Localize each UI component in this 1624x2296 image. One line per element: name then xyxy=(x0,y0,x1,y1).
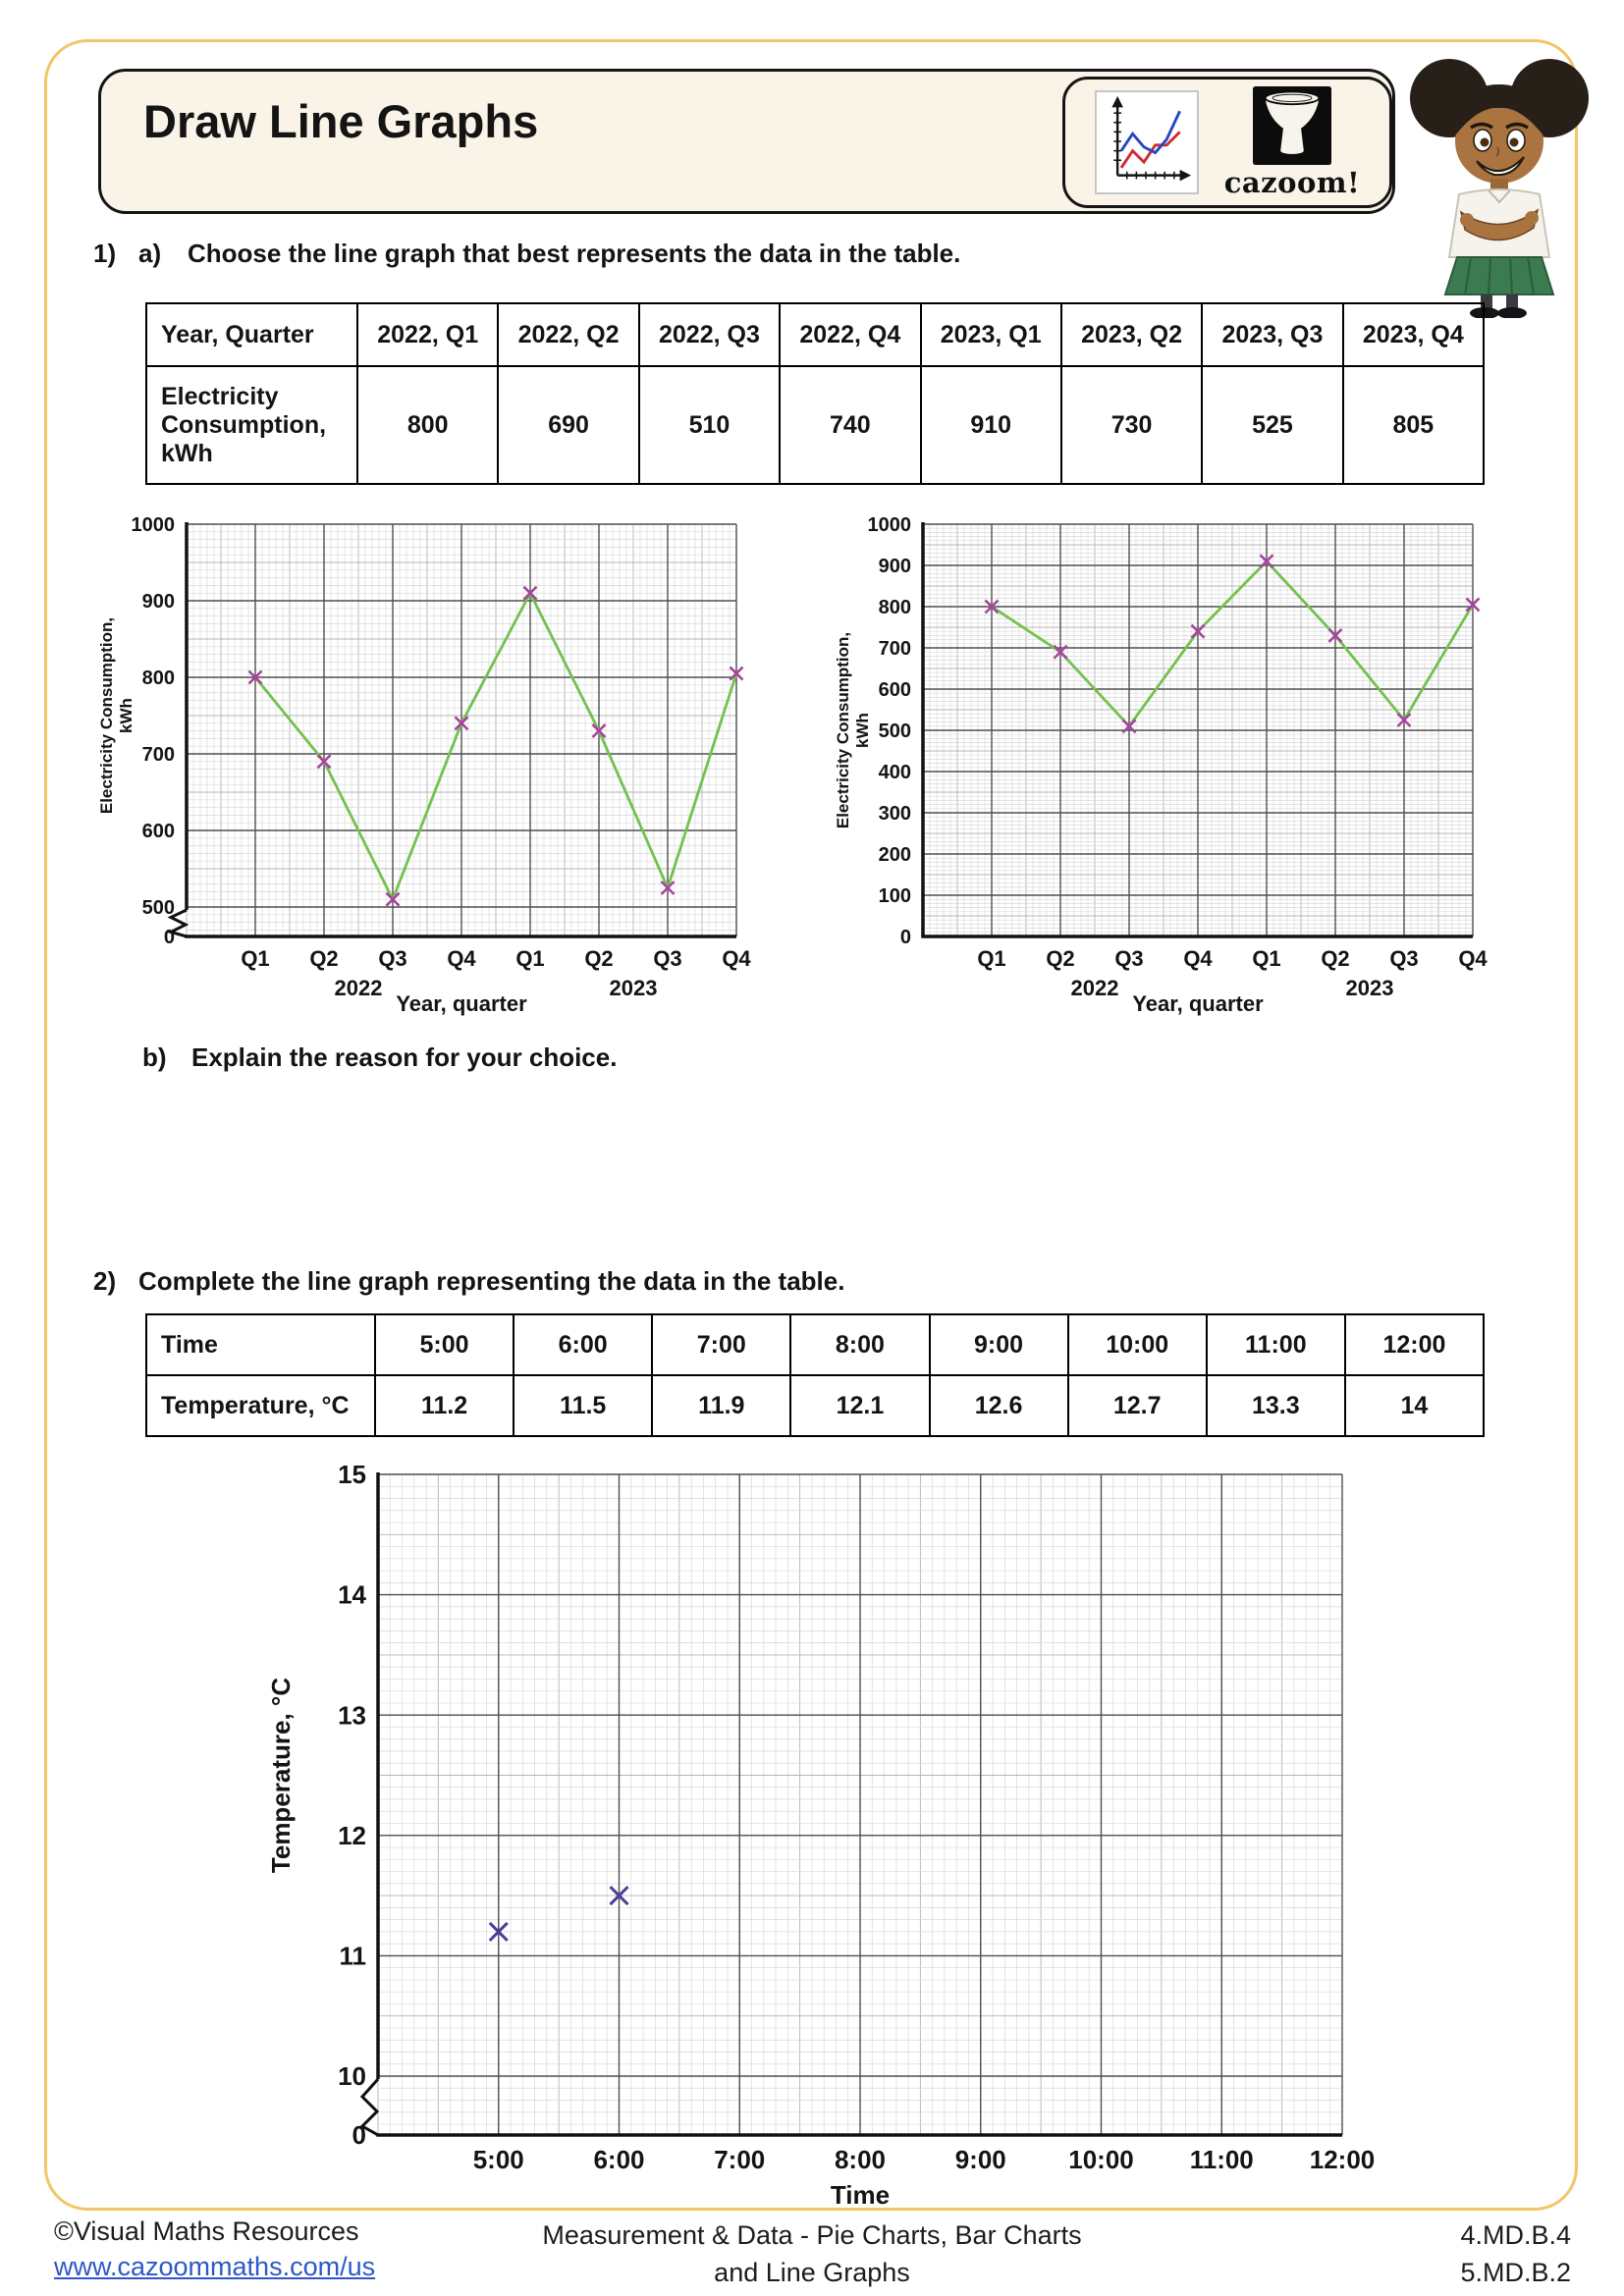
question-1b xyxy=(142,1042,617,1073)
table-row xyxy=(146,1375,1484,1436)
x-tick-label: Q4 xyxy=(447,946,476,971)
table-row xyxy=(146,1314,1484,1375)
cazoom-logo-text: cazoom! xyxy=(1223,165,1361,199)
y-tick-label: 700 xyxy=(878,638,911,660)
table-cell: 740 xyxy=(780,366,920,484)
x-tick-label: Q3 xyxy=(653,946,682,971)
table-cell: 910 xyxy=(921,366,1061,484)
page-title: Draw Line Graphs xyxy=(143,95,539,147)
year-label: 2022 xyxy=(1070,976,1119,1000)
line-graph-icon xyxy=(1095,90,1199,194)
origin-label: 0 xyxy=(352,2120,366,2151)
icon-blue-line xyxy=(1121,111,1180,152)
footer-copyright: ©Visual Maths Resources xyxy=(54,2216,359,2246)
table-row-label: Temperature, °C xyxy=(146,1375,375,1436)
shoe-right xyxy=(1497,307,1527,318)
x-tick-label: 5:00 xyxy=(472,2145,524,2174)
origin-label: 0 xyxy=(899,927,911,948)
y-tick-label: 12 xyxy=(338,1820,366,1850)
x-tick-label: Q3 xyxy=(378,946,407,971)
table-row xyxy=(146,366,1484,484)
table-cell: 800 xyxy=(357,366,498,484)
question-1a-letter: a) xyxy=(138,239,162,268)
x-tick-label: Q1 xyxy=(977,946,1006,971)
table-cell: 12:00 xyxy=(1345,1314,1484,1375)
question-2 xyxy=(93,1266,844,1297)
table-cell: 2022, Q2 xyxy=(498,303,638,366)
y-tick-label: 400 xyxy=(878,762,911,783)
y-tick-label: 700 xyxy=(141,744,175,766)
table-cell: 525 xyxy=(1202,366,1342,484)
table-cell: 11:00 xyxy=(1207,1314,1345,1375)
table-cell: 2022, Q3 xyxy=(639,303,780,366)
x-tick-label: Q2 xyxy=(1046,946,1075,971)
table-cell: 12.7 xyxy=(1068,1375,1207,1436)
x-tick-label: Q1 xyxy=(1252,946,1281,971)
x-axis-title: Time xyxy=(830,2180,891,2210)
table-cell: 2022, Q1 xyxy=(357,303,498,366)
table-cell: 2023, Q3 xyxy=(1202,303,1342,366)
chart-broken-axis xyxy=(90,512,783,1025)
table-cell: 13.3 xyxy=(1207,1375,1345,1436)
table-cell: 510 xyxy=(639,366,780,484)
x-tick-label: Q1 xyxy=(241,946,270,971)
x-axis-title: Year, quarter xyxy=(396,991,527,1016)
table-header-label: Year, Quarter xyxy=(146,303,357,366)
footer-website-link[interactable]: www.cazoommaths.com/us xyxy=(54,2252,376,2281)
table-cell: 8:00 xyxy=(790,1314,929,1375)
icon-arrow-up xyxy=(1111,96,1123,108)
year-label: 2023 xyxy=(1345,976,1394,1000)
x-tick-label: 7:00 xyxy=(714,2145,766,2174)
y-tick-label: 500 xyxy=(878,721,911,742)
table-cell: 805 xyxy=(1343,366,1484,484)
axis-labels xyxy=(338,1460,1375,2174)
chart-broken-axis-svg xyxy=(90,512,783,1025)
line-graph-icon-svg xyxy=(1097,92,1195,190)
y-tick-label: 13 xyxy=(338,1700,366,1731)
logo-badge xyxy=(1062,77,1392,208)
chart-full-axis xyxy=(827,512,1519,1025)
question-1b-text: Explain the reason for your choice. xyxy=(191,1042,618,1072)
student-cartoon xyxy=(1402,45,1597,318)
y-tick-label: 1000 xyxy=(131,514,175,536)
y-tick-label: 14 xyxy=(338,1579,366,1610)
table-cell: 11.9 xyxy=(652,1375,790,1436)
origin-label: 0 xyxy=(163,927,175,948)
y-tick-label: 200 xyxy=(878,844,911,866)
footer-standard-1: 4.MD.B.4 xyxy=(1460,2220,1571,2250)
skirt xyxy=(1445,257,1553,294)
table-cell: 5:00 xyxy=(375,1314,514,1375)
table-cell: 14 xyxy=(1345,1375,1484,1436)
question-1-number: 1) xyxy=(93,239,117,268)
table-cell: 12.6 xyxy=(930,1375,1068,1436)
x-tick-label: Q3 xyxy=(1114,946,1144,971)
y-tick-label: 11 xyxy=(339,1941,366,1971)
footer-subject-line2: and Line Graphs xyxy=(714,2258,910,2287)
question-1a xyxy=(93,239,960,269)
table-cell: 2023, Q1 xyxy=(921,303,1061,366)
grid xyxy=(923,524,1473,936)
table-row-label: Electricity Consumption, kWh xyxy=(146,366,357,484)
djembe-icon xyxy=(1253,86,1331,165)
footer-standard-2: 5.MD.B.2 xyxy=(1460,2258,1571,2287)
y-tick-label: 800 xyxy=(878,597,911,618)
djembe-top xyxy=(1266,91,1320,104)
y-tick-label: 15 xyxy=(338,1460,366,1490)
table-cell: 11.2 xyxy=(375,1375,514,1436)
y-tick-label: 100 xyxy=(878,885,911,907)
axis-labels xyxy=(868,514,1489,1000)
y-axis-title: Electricity Consumption, xyxy=(97,616,116,815)
y-tick-label: 900 xyxy=(878,556,911,577)
grid xyxy=(187,524,736,936)
x-axis-title: Year, quarter xyxy=(1132,991,1264,1016)
chart-full-axis-svg xyxy=(827,512,1519,1025)
y-tick-label: 300 xyxy=(878,803,911,825)
y-tick-label: 1000 xyxy=(867,514,911,536)
table-cell: 10:00 xyxy=(1068,1314,1207,1375)
chart-temperature-svg xyxy=(231,1455,1389,2211)
chart-temperature-wrap xyxy=(231,1455,1389,2211)
cazoom-logo xyxy=(1224,86,1361,199)
question-1b-letter: b) xyxy=(142,1042,167,1072)
axes xyxy=(362,1472,1342,2135)
question-2-text: Complete the line graph representing the data in the table. xyxy=(138,1266,845,1296)
table-row xyxy=(146,303,1484,366)
question-1a-text: Choose the line graph that best represents the data in the table. xyxy=(188,239,961,268)
year-label: 2023 xyxy=(609,976,658,1000)
hand-right xyxy=(1525,211,1539,225)
x-tick-label: Q4 xyxy=(1183,946,1213,971)
y-tick-label: 500 xyxy=(141,897,175,919)
y-axis-title: Electricity Consumption, xyxy=(834,631,852,829)
electricity-table xyxy=(145,302,1485,485)
table-cell: 2023, Q4 xyxy=(1343,303,1484,366)
y-axis-title: kWh xyxy=(853,713,872,748)
grid xyxy=(378,1474,1342,2135)
table-cell: 2022, Q4 xyxy=(780,303,920,366)
y-tick-label: 900 xyxy=(141,591,175,613)
x-tick-label: 11:00 xyxy=(1189,2145,1254,2174)
pupil-right xyxy=(1510,138,1519,147)
table-cell: 9:00 xyxy=(930,1314,1068,1375)
x-tick-label: 10:00 xyxy=(1068,2145,1134,2174)
pupil-left xyxy=(1481,138,1489,147)
axis-labels xyxy=(132,514,752,1000)
x-tick-label: 8:00 xyxy=(834,2145,887,2174)
x-tick-label: 6:00 xyxy=(593,2145,645,2174)
x-tick-label: Q2 xyxy=(1321,946,1350,971)
x-tick-label: Q4 xyxy=(1458,946,1488,971)
question-2-number: 2) xyxy=(93,1266,117,1296)
icon-arrow-right xyxy=(1179,170,1191,182)
footer-subject-line1: Measurement & Data - Pie Charts, Bar Charts xyxy=(542,2220,1082,2250)
year-label: 2022 xyxy=(334,976,383,1000)
y-axis-title: kWh xyxy=(117,698,135,733)
y-tick-label: 600 xyxy=(878,679,911,701)
table-cell: 6:00 xyxy=(514,1314,652,1375)
x-tick-label: 9:00 xyxy=(954,2145,1006,2174)
temperature-table xyxy=(145,1313,1485,1437)
y-tick-label: 600 xyxy=(141,821,175,842)
table-cell: 730 xyxy=(1061,366,1202,484)
table-header-label: Time xyxy=(146,1314,375,1375)
table-cell: 690 xyxy=(498,366,638,484)
x-tick-label: Q3 xyxy=(1389,946,1419,971)
x-tick-label: Q2 xyxy=(309,946,339,971)
table-cell: 11.5 xyxy=(514,1375,652,1436)
x-tick-label: 12:00 xyxy=(1309,2145,1376,2174)
y-tick-label: 800 xyxy=(141,667,175,689)
x-tick-label: Q2 xyxy=(584,946,614,971)
y-tick-label: 10 xyxy=(338,2061,366,2092)
hand-left xyxy=(1460,213,1474,227)
table-cell: 2023, Q2 xyxy=(1061,303,1202,366)
table-cell: 12.1 xyxy=(790,1375,929,1436)
y-axis-title: Temperature, °C xyxy=(266,1677,296,1874)
x-tick-label: Q4 xyxy=(722,946,751,971)
table-cell: 7:00 xyxy=(652,1314,790,1375)
x-tick-label: Q1 xyxy=(515,946,545,971)
